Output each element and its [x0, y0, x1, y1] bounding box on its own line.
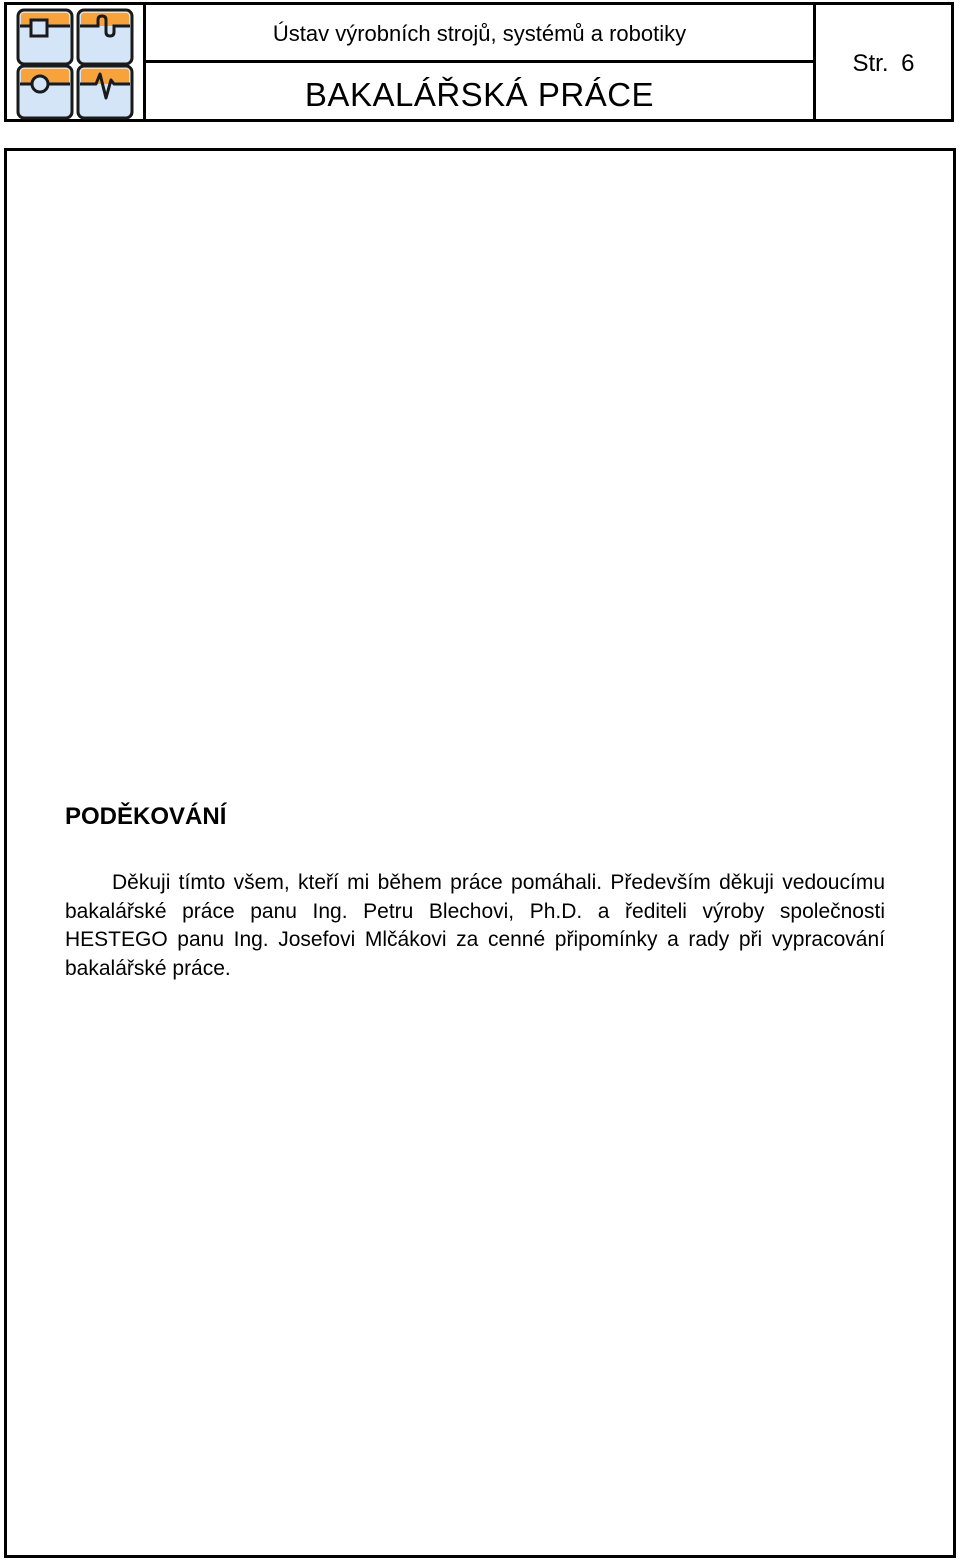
page-number: Str. 6 — [852, 50, 915, 77]
logo-tile-bottom-left — [18, 66, 72, 118]
institute-name: Ústav výrobních strojů, systémů a robotiky — [146, 5, 813, 63]
page-header — [4, 2, 954, 122]
page-content — [4, 148, 956, 1558]
acknowledgement-paragraph: Děkuji tímto všem, kteří mi během práce pomáhali. Především děkuji vedoucímu bakalářské práce panu Ing. Petru Blechovi, Ph.D. a řediteli výroby společnosti HESTEGO panu Ing. Josefovi Mlčákovi za cenné připomínky a rady při vypracování bakalářské práce. — [65, 871, 885, 980]
logo-tile-top-right — [78, 10, 132, 64]
logo-cell — [7, 5, 146, 119]
document-type: BAKALÁŘSKÁ PRÁCE — [304, 76, 655, 113]
logo-tile-bottom-right — [78, 66, 132, 118]
title-cell — [146, 5, 816, 119]
institute-logo-icon — [16, 8, 136, 120]
section-heading: PODĚKOVÁNÍ — [65, 803, 227, 830]
logo-tile-top-left — [18, 10, 72, 64]
